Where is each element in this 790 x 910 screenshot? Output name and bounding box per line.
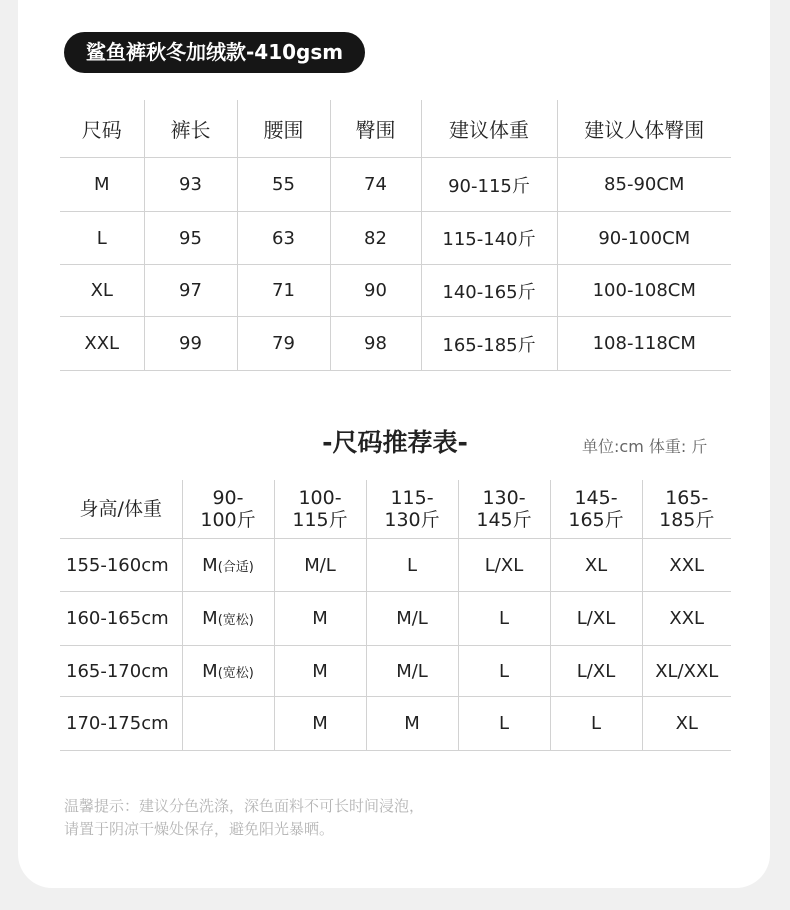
cell-recommend: XL — [642, 697, 731, 751]
cell-recommend: M — [274, 592, 366, 646]
size-table-header — [60, 100, 731, 158]
weight-range-top: 90- — [212, 487, 244, 509]
cell-recommend: L — [458, 646, 550, 697]
table-row — [60, 646, 731, 697]
cell-length: 99 — [144, 317, 237, 371]
fit-note: (宽松) — [217, 665, 254, 681]
cell-waist: 55 — [237, 158, 330, 212]
header-size: 尺码 — [60, 100, 144, 158]
header-waist: 腰围 — [237, 100, 330, 158]
weight-range-top: 145- — [574, 487, 618, 509]
table-row — [60, 539, 731, 592]
cell-recommend: M — [274, 646, 366, 697]
weight-range-bottom: 185斤 — [659, 509, 715, 531]
weight-range-top: 165- — [665, 487, 709, 509]
product-title-badge: 鲨鱼裤秋冬加绒款-410gsm — [64, 32, 365, 73]
weight-range-bottom: 145斤 — [476, 509, 532, 531]
cell-recommend: XXL — [642, 592, 731, 646]
cell-size: XL — [60, 265, 144, 317]
header-weight-range — [458, 480, 550, 539]
header-height-weight: 身高/体重 — [60, 480, 182, 539]
cell-recommend — [182, 646, 274, 697]
table-row — [60, 592, 731, 646]
unit-note: 单位:cm 体重: 斤 — [582, 437, 708, 456]
header-weight-range — [274, 480, 366, 539]
care-tip — [64, 795, 424, 841]
cell-recommend: L/XL — [458, 539, 550, 592]
cell-height: 155-160cm — [60, 539, 182, 592]
cell-recommend: M/L — [366, 592, 458, 646]
table-row — [60, 697, 731, 751]
cell-height: 165-170cm — [60, 646, 182, 697]
header-length: 裤长 — [144, 100, 237, 158]
cell-waist: 71 — [237, 265, 330, 317]
cell-waist: 63 — [237, 212, 330, 265]
cell-recommend: L/XL — [550, 646, 642, 697]
cell-body-hip: 90-100CM — [557, 212, 731, 265]
cell-recommend: L — [550, 697, 642, 751]
cell-recommend: XL — [550, 539, 642, 592]
weight-range-top: 115- — [390, 487, 434, 509]
cell-weight: 165-185斤 — [421, 317, 557, 371]
cell-hip: 82 — [330, 212, 421, 265]
cell-body-hip: 100-108CM — [557, 265, 731, 317]
cell-length: 95 — [144, 212, 237, 265]
size-table — [60, 100, 731, 371]
weight-range-top: 130- — [482, 487, 526, 509]
cell-recommend: L — [458, 592, 550, 646]
cell-hip: 98 — [330, 317, 421, 371]
cell-recommend: XXL — [642, 539, 731, 592]
cell-size: L — [60, 212, 144, 265]
weight-range-bottom: 165斤 — [568, 509, 624, 531]
header-weight-range — [366, 480, 458, 539]
cell-weight: 140-165斤 — [421, 265, 557, 317]
cell-recommend: L — [458, 697, 550, 751]
cell-length: 93 — [144, 158, 237, 212]
cell-recommend: M/L — [366, 646, 458, 697]
cell-recommend: M/L — [274, 539, 366, 592]
cell-weight: 115-140斤 — [421, 212, 557, 265]
cell-size: M — [202, 608, 218, 629]
cell-body-hip: 85-90CM — [557, 158, 731, 212]
cell-size: M — [202, 554, 218, 576]
cell-length: 97 — [144, 265, 237, 317]
cell-body-hip: 108-118CM — [557, 317, 731, 371]
care-tip-line-2: 请置于阴凉干燥处保存，避免阳光暴晒。 — [64, 820, 335, 838]
cell-size: M — [60, 158, 144, 212]
recommend-table — [60, 480, 731, 751]
recommend-title: -尺码推荐表- — [322, 428, 468, 457]
weight-range-top: 100- — [298, 487, 342, 509]
weight-range-bottom: 115斤 — [292, 509, 348, 531]
cell-recommend: XL/XXL — [642, 646, 731, 697]
cell-hip: 74 — [330, 158, 421, 212]
table-row — [60, 317, 731, 371]
care-tip-line-1: 温馨提示：建议分色洗涤，深色面料不可长时间浸泡， — [64, 797, 425, 815]
table-row — [60, 158, 731, 212]
weight-range-bottom: 100斤 — [200, 509, 256, 531]
cell-recommend: M — [274, 697, 366, 751]
cell-recommend: M — [366, 697, 458, 751]
fit-note: (合适) — [217, 559, 254, 575]
cell-height: 170-175cm — [60, 697, 182, 751]
cell-recommend: L — [366, 539, 458, 592]
cell-size: XXL — [60, 317, 144, 371]
table-row — [60, 265, 731, 317]
cell-size: M — [202, 660, 218, 682]
cell-waist: 79 — [237, 317, 330, 371]
header-hip: 臀围 — [330, 100, 421, 158]
cell-hip: 90 — [330, 265, 421, 317]
cell-recommend — [182, 539, 274, 592]
header-weight-range — [182, 480, 274, 539]
cell-height: 160-165cm — [60, 592, 182, 646]
fit-note: (宽松) — [217, 613, 254, 628]
header-weight-range — [642, 480, 731, 539]
table-row — [60, 212, 731, 265]
cell-recommend — [182, 697, 274, 751]
header-weight: 建议体重 — [421, 100, 557, 158]
recommend-table-header — [60, 480, 731, 539]
cell-recommend — [182, 592, 274, 646]
header-body-hip: 建议人体臀围 — [557, 100, 731, 158]
cell-recommend: L/XL — [550, 592, 642, 646]
cell-weight: 90-115斤 — [421, 158, 557, 212]
header-weight-range — [550, 480, 642, 539]
weight-range-bottom: 130斤 — [384, 509, 440, 531]
